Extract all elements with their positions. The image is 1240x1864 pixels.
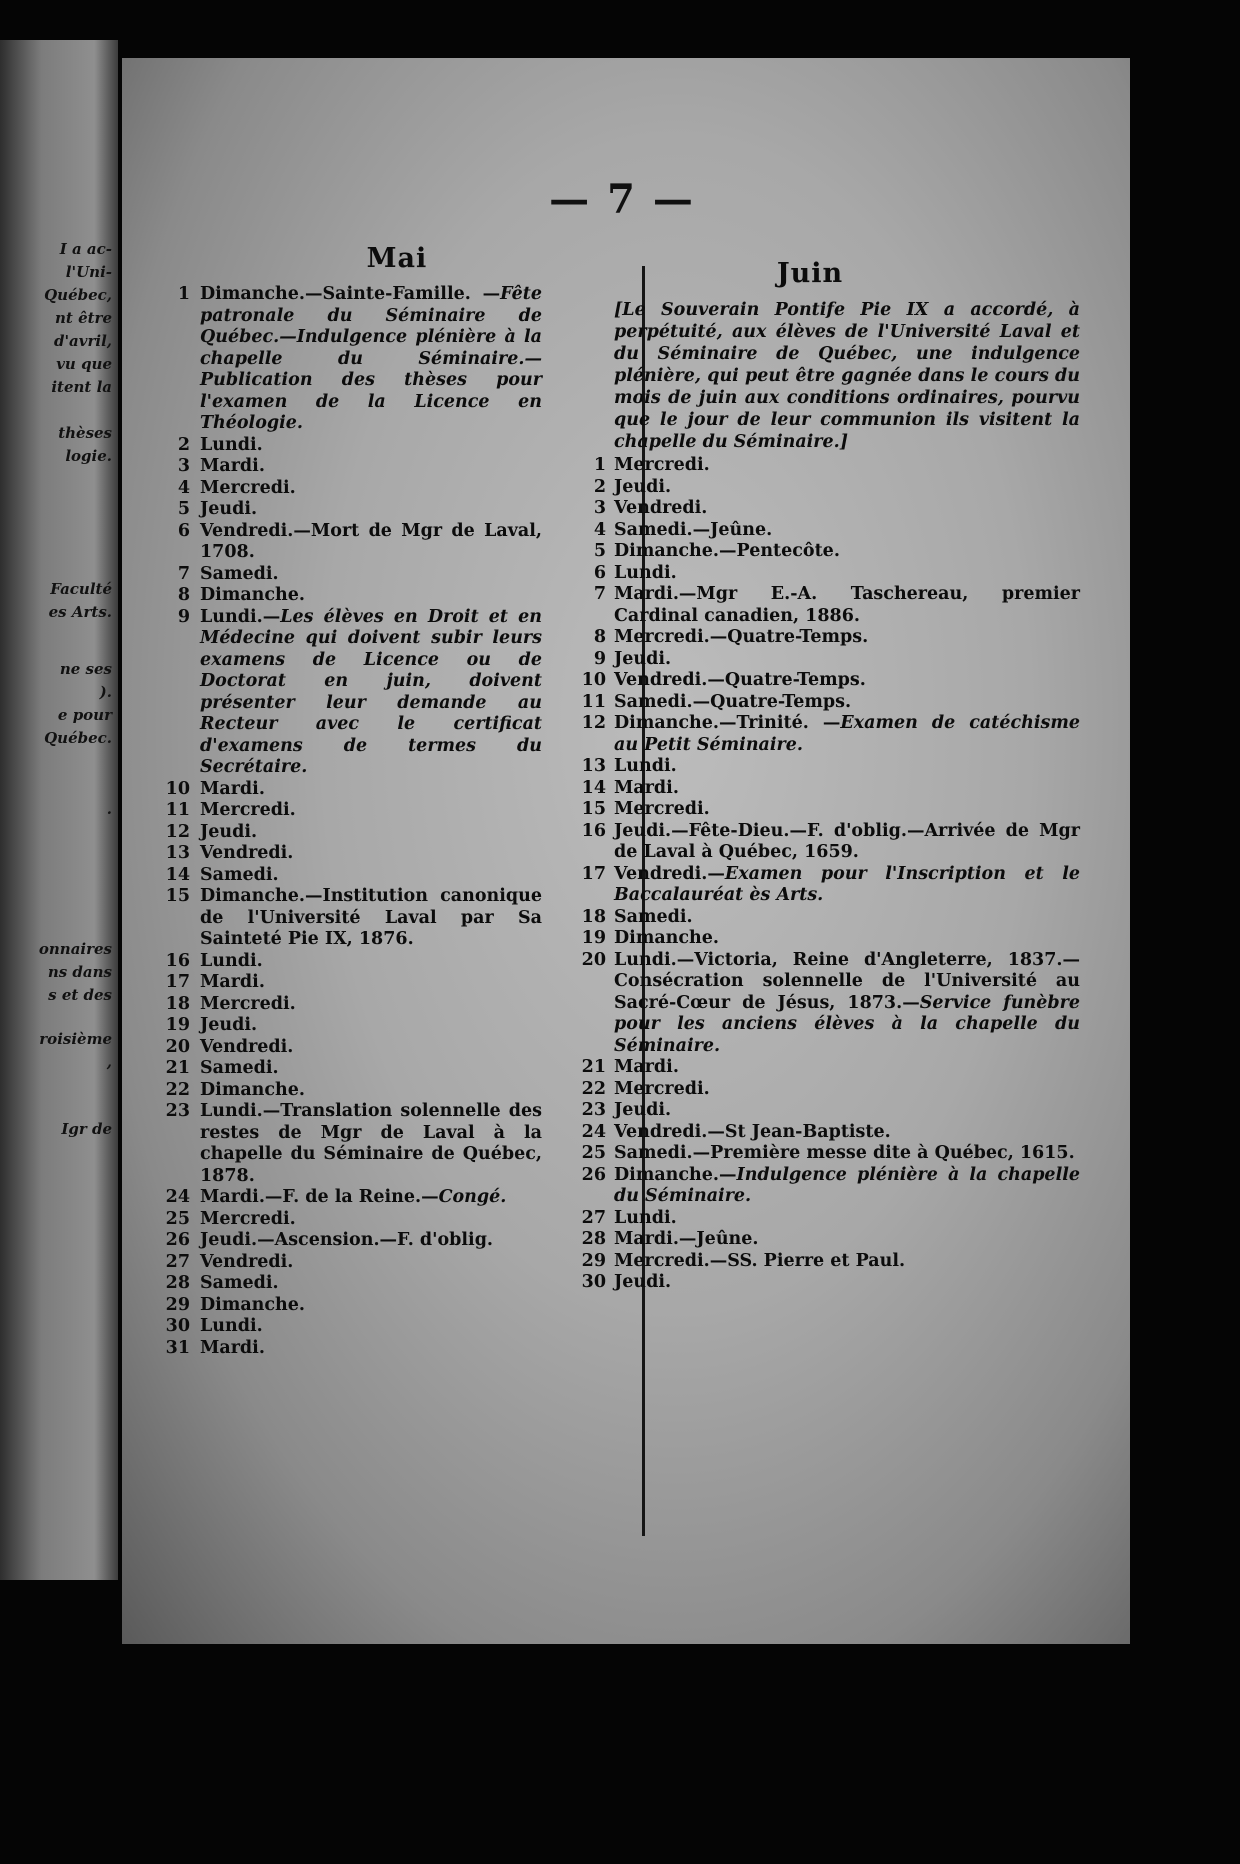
day-italic-text: Indulgence plénière à la chapelle du Séminaire. xyxy=(614,1164,1080,1206)
month-title-june: Juin xyxy=(776,258,844,289)
day-text: Jeudi. xyxy=(614,648,672,669)
day-text: Mercredi. xyxy=(200,1208,296,1229)
day-number: 27 xyxy=(581,1207,606,1228)
day-number: 19 xyxy=(165,1015,190,1035)
day-number: 22 xyxy=(165,1079,190,1100)
calendar-entry xyxy=(540,1251,1080,1273)
day-text: Mardi.—F. de la Reine.— xyxy=(200,1187,439,1207)
day-number: 13 xyxy=(165,843,190,863)
day-text: Dimanche.— xyxy=(614,1164,737,1185)
day-text: Mercredi. xyxy=(200,800,296,820)
calendar-entry xyxy=(540,1165,1080,1208)
day-number: 25 xyxy=(165,1208,190,1229)
day-number: 21 xyxy=(581,1057,606,1077)
day-text: Jeudi. xyxy=(614,1100,672,1120)
calendar-entry xyxy=(540,670,1080,692)
day-text: Jeudi. xyxy=(614,476,672,497)
previous-page-fragment: Igr de xyxy=(61,1120,112,1138)
calendar-entry xyxy=(540,1143,1080,1165)
calendar-entry xyxy=(540,584,1080,627)
day-text: Dimanche. xyxy=(200,585,306,605)
day-text: Mercredi. xyxy=(200,477,296,498)
day-number: 5 xyxy=(177,499,190,519)
day-number: 28 xyxy=(581,1229,606,1249)
calendar-entry xyxy=(142,521,542,564)
day-number: 15 xyxy=(165,886,190,906)
previous-page-fragment: e pour xyxy=(57,706,112,724)
day-italic-text: Examen de catéchisme au Petit Séminaire. xyxy=(614,713,1080,755)
day-text: Samedi. xyxy=(200,1273,279,1293)
day-number: 15 xyxy=(581,799,606,819)
day-number: 20 xyxy=(165,1036,190,1057)
calendar-entry xyxy=(142,1187,542,1209)
day-number: 6 xyxy=(593,562,606,583)
day-text: Jeudi. xyxy=(614,1272,672,1292)
calendar-entry xyxy=(142,585,542,607)
day-italic-text: Examen pour l'Inscription et le Baccalauréat ès Arts. xyxy=(614,863,1080,905)
day-text: Jeudi. xyxy=(200,821,258,842)
day-text: Samedi.—Jeûne. xyxy=(614,519,773,540)
calendar-entry xyxy=(540,907,1080,929)
day-text: Mardi. xyxy=(200,1337,265,1358)
calendar-entry xyxy=(142,1295,542,1317)
day-number: 9 xyxy=(177,606,190,627)
day-text: Vendredi. xyxy=(200,1251,294,1272)
day-number: 31 xyxy=(165,1337,190,1358)
day-italic-text: Service funèbre pour les anciens élèves à la chapelle du Séminaire. xyxy=(614,992,1080,1056)
day-text: Dimanche.—Pentecôte. xyxy=(614,541,840,561)
day-number: 26 xyxy=(165,1230,190,1250)
day-text: Mercredi. xyxy=(614,799,710,819)
day-number: 25 xyxy=(581,1143,606,1163)
day-number: 7 xyxy=(593,584,606,604)
calendar-entry xyxy=(142,779,542,801)
calendar-entry xyxy=(142,1273,542,1295)
day-text: Samedi. xyxy=(200,864,279,885)
day-number: 4 xyxy=(177,477,190,498)
calendar-entry xyxy=(540,649,1080,671)
day-number: 29 xyxy=(581,1250,606,1271)
day-text: Mardi. xyxy=(200,456,265,476)
calendar-entry xyxy=(540,1229,1080,1251)
previous-page-fragment: logie. xyxy=(65,447,112,465)
day-number: 19 xyxy=(581,928,606,948)
day-text: Jeudi. xyxy=(200,499,258,519)
calendar-entry xyxy=(540,498,1080,520)
day-number: 1 xyxy=(593,455,606,475)
day-number: 12 xyxy=(581,713,606,733)
calendar-entry xyxy=(142,972,542,994)
calendar-entry xyxy=(540,1057,1080,1079)
day-text: Samedi. xyxy=(200,1058,279,1078)
calendar-entry xyxy=(142,865,542,887)
calendar-entry xyxy=(540,1272,1080,1294)
day-number: 10 xyxy=(581,670,606,690)
day-number: 2 xyxy=(593,476,606,497)
calendar-entry xyxy=(142,800,542,822)
day-number: 20 xyxy=(581,949,606,970)
day-text: Lundi. xyxy=(200,1316,263,1336)
day-text: Mercredi. xyxy=(200,993,296,1014)
day-text: Vendredi. xyxy=(614,498,708,518)
calendar-entry xyxy=(540,1122,1080,1144)
previous-page-fragment: Faculté xyxy=(50,580,112,598)
day-text: Dimanche. xyxy=(200,1294,306,1315)
day-text: Dimanche.—Trinité. — xyxy=(614,713,841,733)
previous-page-fragment: vu que xyxy=(56,355,112,373)
calendar-entry xyxy=(540,627,1080,649)
previous-page-fragment: thèses xyxy=(58,424,112,442)
day-number: 17 xyxy=(165,972,190,992)
month-title-may: Mai xyxy=(366,243,428,274)
calendar-entry xyxy=(540,799,1080,821)
calendar-entry xyxy=(540,928,1080,950)
day-text: Mardi. xyxy=(614,1057,679,1077)
calendar-entry xyxy=(142,1101,542,1187)
calendar-entry xyxy=(142,1015,542,1037)
day-text: Vendredi.— xyxy=(614,863,725,884)
day-number: 4 xyxy=(593,519,606,540)
day-number: 18 xyxy=(581,906,606,927)
day-number: 8 xyxy=(177,585,190,605)
previous-page-fragment: ). xyxy=(99,683,112,701)
day-italic-text: Fête patronale du Séminaire de Québec.—Indulgence plénière à la chapelle du Séminaire.—Publication des thèses pour l'examen de la Licence en Théologie. xyxy=(200,284,542,433)
day-text: Mercredi. xyxy=(614,455,710,475)
day-text: Jeudi. xyxy=(200,1015,258,1035)
calendar-entry xyxy=(142,1316,542,1338)
day-text: Mercredi.—Quatre-Temps. xyxy=(614,627,869,647)
page-number: — 7 — xyxy=(549,176,695,223)
previous-page-fragment: nt être xyxy=(55,309,112,327)
calendar-entry xyxy=(540,563,1080,585)
day-text: Lundi. xyxy=(614,1207,677,1228)
previous-page-fragment: Québec, xyxy=(44,286,112,304)
day-number: 27 xyxy=(165,1251,190,1272)
previous-page-fragment: Québec. xyxy=(44,729,112,747)
day-text: Samedi.—Quatre-Temps. xyxy=(614,691,852,712)
previous-page-fragment: , xyxy=(106,1053,112,1071)
calendar-entry xyxy=(540,477,1080,499)
day-text: Lundi. xyxy=(200,950,263,971)
page xyxy=(122,58,1130,1644)
day-text: Vendredi.—Quatre-Temps. xyxy=(614,670,866,690)
day-number: 29 xyxy=(165,1294,190,1315)
calendar-entry xyxy=(142,886,542,951)
day-number: 11 xyxy=(165,800,190,820)
day-number: 9 xyxy=(593,648,606,669)
day-number: 8 xyxy=(593,627,606,647)
day-text: Samedi.—Première messe dite à Québec, 1615. xyxy=(614,1143,1075,1163)
calendar-entry xyxy=(540,541,1080,563)
calendar-entry xyxy=(540,713,1080,756)
day-number: 16 xyxy=(581,820,606,841)
day-number: 11 xyxy=(581,691,606,712)
day-number: 28 xyxy=(165,1273,190,1293)
calendar-entry xyxy=(142,564,542,586)
day-text: Mardi. xyxy=(200,778,265,799)
may-entries xyxy=(142,284,542,1359)
calendar-entry xyxy=(142,478,542,500)
day-text: Vendredi. xyxy=(200,843,294,863)
june-column xyxy=(540,258,1080,1294)
day-number: 7 xyxy=(177,563,190,584)
day-number: 14 xyxy=(581,777,606,798)
calendar-entry xyxy=(142,1080,542,1102)
day-number: 23 xyxy=(581,1100,606,1120)
day-text: Samedi. xyxy=(614,906,693,927)
day-text: Vendredi. xyxy=(200,1036,294,1057)
day-number: 22 xyxy=(581,1078,606,1099)
day-text: Lundi.—Translation solennelle des restes de Mgr de Laval à la chapelle du Séminaire de Québec, 1878. xyxy=(200,1101,542,1186)
day-number: 18 xyxy=(165,993,190,1014)
day-number: 24 xyxy=(581,1121,606,1142)
day-number: 2 xyxy=(177,434,190,455)
calendar-entry xyxy=(142,1252,542,1274)
calendar-entry xyxy=(142,607,542,779)
day-text: Mercredi.—SS. Pierre et Paul. xyxy=(614,1250,906,1271)
calendar-entry xyxy=(540,692,1080,714)
day-number: 16 xyxy=(165,950,190,971)
june-entries xyxy=(540,455,1080,1294)
calendar-entry xyxy=(142,284,542,435)
day-number: 3 xyxy=(177,456,190,476)
previous-page-fragment: onnaires xyxy=(38,940,112,958)
calendar-entry xyxy=(540,864,1080,907)
calendar-entry xyxy=(142,994,542,1016)
day-text: Dimanche. xyxy=(200,1079,306,1100)
calendar-entry xyxy=(142,951,542,973)
calendar-entry xyxy=(142,843,542,865)
previous-page-fragment: I a ac- xyxy=(59,240,112,258)
day-text: Mardi. xyxy=(614,777,679,798)
day-number: 10 xyxy=(165,778,190,799)
day-number: 5 xyxy=(593,541,606,561)
calendar-entry xyxy=(142,435,542,457)
day-text: Vendredi.—St Jean-Baptiste. xyxy=(614,1121,891,1142)
day-text: Samedi. xyxy=(200,563,279,584)
day-number: 30 xyxy=(581,1272,606,1292)
previous-page-fragment: . xyxy=(106,800,112,818)
day-number: 13 xyxy=(581,756,606,776)
day-text: Lundi.— xyxy=(200,606,281,627)
calendar-entry xyxy=(142,822,542,844)
june-indulgence-note: [Le Souverain Pontife Pie IX a accordé, à perpétuité, aux élèves de l'Université Laval et du Séminaire de Québec, une indulgence plénière, qui peut être gagnée dans le cours du mois de juin aux conditions ordinaires, pourvu que le jour de leur communion ils visitent la chapelle du Séminaire.] xyxy=(614,300,1080,452)
day-text: Lundi. xyxy=(200,434,263,455)
day-italic-text: Congé. xyxy=(438,1187,507,1207)
day-text: Mardi.—Mgr E.-A. Taschereau, premier Cardinal canadien, 1886. xyxy=(614,584,1080,626)
day-number: 1 xyxy=(177,284,190,304)
calendar-entry xyxy=(540,1208,1080,1230)
day-number: 21 xyxy=(165,1058,190,1078)
day-text: Lundi.—Victoria, Reine d'Angleterre, 1837.—Consécration solennelle de l'Université au Sacré-Cœur de Jésus, 1873.— xyxy=(614,949,1080,1013)
day-number: 12 xyxy=(165,821,190,842)
calendar-entry xyxy=(142,1037,542,1059)
day-text: Jeudi.—Ascension.—F. d'oblig. xyxy=(200,1230,494,1250)
calendar-entry xyxy=(540,1079,1080,1101)
calendar-entry xyxy=(540,520,1080,542)
previous-page-fragment: l'Uni- xyxy=(65,263,112,281)
day-number: 26 xyxy=(581,1164,606,1185)
may-column xyxy=(142,243,542,1359)
day-italic-text: Les élèves en Droit et en Médecine qui doivent subir leurs examens de Licence ou de Doctorat en juin, doivent présenter leur demande au Recteur avec le certificat d'examens de termes du Secrétaire. xyxy=(200,606,542,777)
day-text: Dimanche. xyxy=(614,928,720,948)
day-text: Dimanche.—Institution canonique de l'Université Laval par Sa Sainteté Pie IX, 1876. xyxy=(200,886,542,949)
calendar-entry xyxy=(540,950,1080,1058)
calendar-entry xyxy=(142,1338,542,1360)
day-number: 3 xyxy=(593,498,606,518)
previous-page-edge xyxy=(0,40,118,1580)
previous-page-fragment: es Arts. xyxy=(48,603,112,621)
calendar-entry xyxy=(142,1230,542,1252)
previous-page-fragment: d'avril, xyxy=(53,332,112,350)
previous-page-fragment: roisième xyxy=(39,1030,112,1048)
day-text: Lundi. xyxy=(614,562,677,583)
day-number: 14 xyxy=(165,864,190,885)
calendar-entry xyxy=(540,821,1080,864)
day-number: 24 xyxy=(165,1187,190,1207)
calendar-entry xyxy=(142,1058,542,1080)
day-text: Mardi.—Jeûne. xyxy=(614,1229,759,1249)
previous-page-fragment: itent la xyxy=(51,378,112,396)
day-text: Dimanche.—Sainte-Famille. — xyxy=(200,284,501,304)
calendar-entry xyxy=(142,1209,542,1231)
day-number: 23 xyxy=(165,1101,190,1121)
day-number: 30 xyxy=(165,1316,190,1336)
day-text: Lundi. xyxy=(614,756,677,776)
day-text: Vendredi.—Mort de Mgr de Laval, 1708. xyxy=(200,520,542,562)
previous-page-fragment: ne ses xyxy=(59,660,112,678)
calendar-entry xyxy=(540,756,1080,778)
calendar-entry xyxy=(540,778,1080,800)
day-text: Mardi. xyxy=(200,972,265,992)
previous-page-fragment: s et des xyxy=(48,986,112,1004)
day-number: 6 xyxy=(177,520,190,541)
calendar-entry xyxy=(540,1100,1080,1122)
calendar-entry xyxy=(540,455,1080,477)
calendar-entry xyxy=(142,456,542,478)
day-text: Jeudi.—Fête-Dieu.—F. d'oblig.—Arrivée de Mgr de Laval à Québec, 1659. xyxy=(614,820,1080,862)
previous-page-fragment: ns dans xyxy=(47,963,112,981)
day-number: 17 xyxy=(581,863,606,884)
day-text: Mercredi. xyxy=(614,1078,710,1099)
calendar-entry xyxy=(142,499,542,521)
